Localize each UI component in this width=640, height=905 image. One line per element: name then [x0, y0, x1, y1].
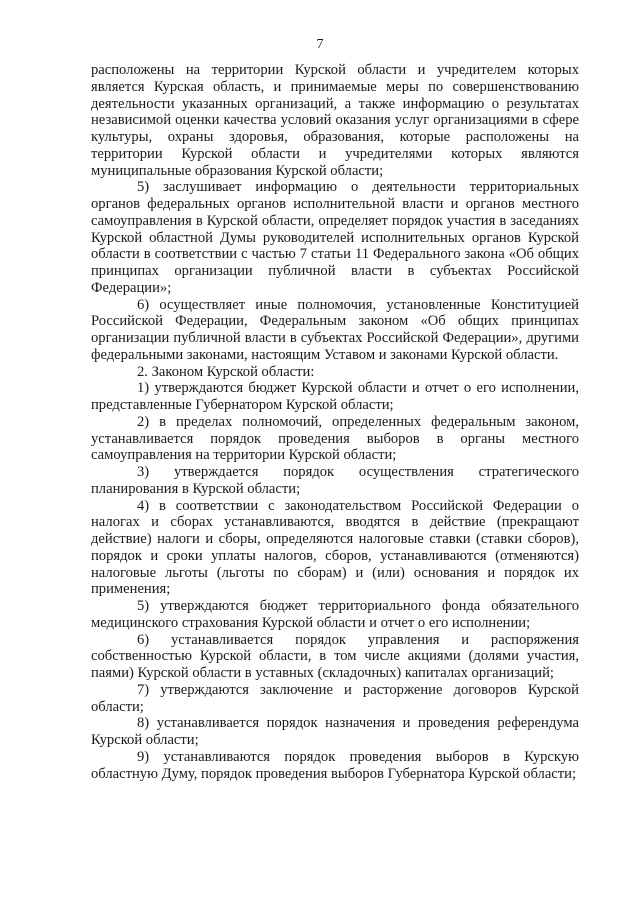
page-number: 7 [316, 37, 324, 52]
document-body [91, 62, 579, 782]
paragraph-continuation: расположены на территории Курской области и учредителем которых является Курская область, и принимаемые меры по совершенствованию деятельности указанных организаций, а также информацию о результатах независимой оценки качества условий оказания услуг организациями в сфере культуры, охраны здоровья, образования, которые расположены на территории Курской области и учредителями которых являются муниципальные образования Курской области; [91, 62, 579, 179]
paragraph-law-item-5: 5) утверждаются бюджет территориального фонда обязательного медицинского страхования Курской области и отчет о его исполнении; [91, 598, 579, 631]
paragraph-section-2: 2. Законом Курской области: [137, 363, 315, 380]
paragraph-law-item-1: 1) утверждаются бюджет Курской области и отчет о его исполнении, представленные Губернатором Курской области; [91, 380, 579, 413]
paragraph-law-item-8: 8) устанавливается порядок назначения и проведения референдума Курской области; [91, 715, 579, 748]
paragraph-item-6: 6) осуществляет иные полномочия, установленные Конституцией Российской Федерации, Федеральным законом «Об общих принципах организации публичной власти в субъектах Российской Федерации», другими федеральными законами, настоящим Уставом и законами Курской области. [91, 296, 579, 363]
paragraph-item-5: 5) заслушивает информацию о деятельности территориальных органов федеральных органов исполнительной власти и органов местного самоуправления в Курской области, определяет порядок участия в заседаниях Курской областной Думы руководителей исполнительных органов Курской области в соответствии с частью 7 статьи 11 Федерального закона «Об общих принципах организации публичной власти в субъектах Российской Федерации»; [91, 179, 579, 296]
paragraph-law-item-2: 2) в пределах полномочий, определенных федеральным законом, устанавливается порядок проведения выборов в органы местного самоуправления на территории Курской области; [91, 413, 579, 464]
paragraph-law-item-3: 3) утверждается порядок осуществления стратегического планирования в Курской области; [91, 464, 579, 497]
paragraph-law-item-7: 7) утверждаются заключение и расторжение договоров Курской области; [91, 681, 579, 715]
paragraph-law-item-4: 4) в соответствии с законодательством Российской Федерации о налогах и сборах устанавливаются, вводятся в действие (прекращают действие) налоги и сборы, определяются налоговые ставки (ставки сборов), порядок и сроки уплаты налогов, сборов, устанавливаются (отменяются) налоговые льготы (льготы по сборам) и (или) основания и порядок их применения; [91, 497, 579, 598]
paragraph-law-item-9: 9) устанавливаются порядок проведения выборов в Курскую областную Думу, порядок проведения выборов Губернатора Курской области; [91, 748, 579, 782]
paragraph-law-item-6: 6) устанавливается порядок управления и распоряжения собственностью Курской области, в том числе акциями (долями участия, паями) Курской области в уставных (складочных) капиталах организаций; [91, 631, 579, 681]
